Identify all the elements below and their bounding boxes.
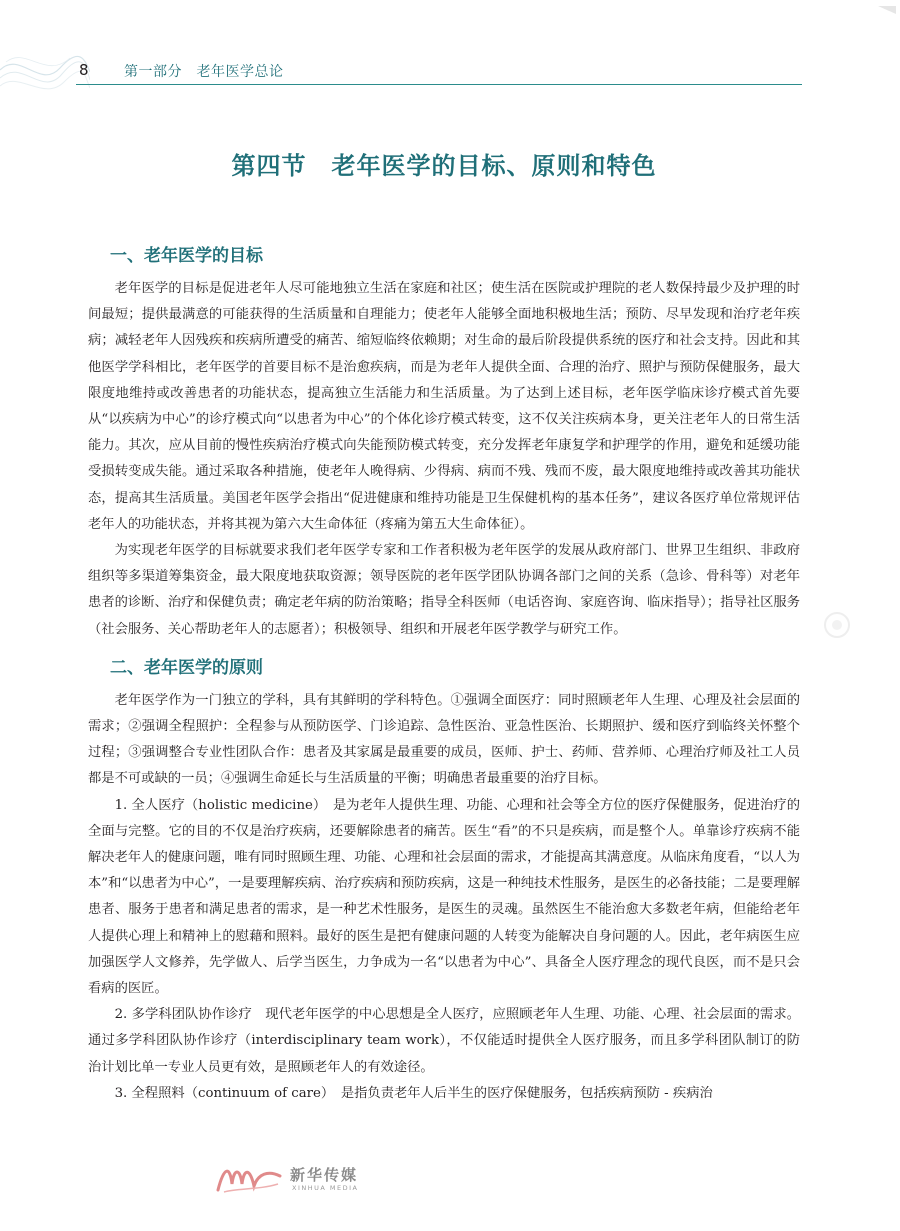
- paragraph: 老年医学的目标是促进老年人尽可能地独立生活在家庭和社区；使生活在医院或护理院的老人数保持最少及护理的时间最短；提供最满意的可能获得的生活质量和自理能力；使老年人能够全面地积极地生活；预防、尽早发现和治疗老年疾病；减轻老年人因残疾和疾病所遭受的痛苦、缩短临终依赖期；对生命的最后阶段提供系统的医疗和社会支持。因此和其他医学学科相比，老年医学的首要目标不是治愈疾病，而是为老年人提供全面、合理的治疗、照护与预防保健服务，最大限度地维持或改善患者的功能状态，提高独立生活能力和生活质量。为了达到上述目标，老年医学临床诊疗模式首先要从“以疾病为中心”的诊疗模式向“以患者为中心”的个体化诊疗模式转变，这不仅关注疾病本身，更关注老年人的日常生活能力。其次，应从目前的慢性疾病治疗模式向失能预防模式转变，充分发挥老年康复学和护理学的作用，避免和延缓功能受损转变成失能。通过采取各种措施，使老年人晚得病、少得病、病而不残、残而不废，最大限度地维持或改善其功能状态，提高其生活质量。美国老年医学会指出“促进健康和维持功能是卫生保健机构的基本任务”，建议各医疗单位常规评估老年人的功能状态，并将其视为第六大生命体征（疼痛为第五大生命体征）。: [88, 281, 800, 532]
- running-header: [76, 58, 802, 85]
- xinhua-logo-mark-icon: [214, 1160, 284, 1196]
- part-title: 第一部分 老年医学总论: [124, 64, 284, 80]
- paragraph: 1. 全人医疗（holistic medicine） 是为老年人提供生理、功能、心理和社会等全方位的医疗保健服务，促进治疗的全面与完整。它的目的不仅是治疗疾病，还要解除患者的痛苦。医生“看”的不只是疾病，而是整个人。单靠诊疗疾病不能解决老年人的健康问题，唯有同时照顾生理、功能、心理和社会层面的需求，才能提高其满意度。从临床角度看，“以人为本”和“以患者为中心”，一是要理解疾病、治疗疾病和预防疾病，这是一种纯技术性服务，是医生的必备技能；二是要理解患者、服务于患者和满足患者的需求，是一种艺术性服务，是医生的灵魂。虽然医生不能治愈大多数老年病，但能给老年人提供心理上和精神上的慰藉和照料。最好的医生是把有健康问题的人转变为能解决自身问题的人。因此，老年病医生应加强医学人文修养，先学做人、后学当医生，力争成为一名“以患者为中心”、具备全人医疗理念的现代良医，而不是只会看病的医匠。: [88, 797, 800, 997]
- paragraph: 3. 全程照料（continuum of care） 是指负责老年人后半生的医疗保健服务，包括疾病预防 - 疾病治: [114, 1085, 713, 1101]
- logo-text: 新华传媒: [290, 1166, 359, 1184]
- page-number: 8: [79, 61, 89, 79]
- paragraph: 为实现老年医学的目标就要求我们老年医学专家和工作者积极为老年医学的发展从政府部门、世界卫生组织、非政府组织等多渠道筹集资金，最大限度地获取资源；领导医院的老年医学团队协调各部门之间的关系（急诊、骨科等）对老年患者的诊断、治疗和保健负责；确定老年病的防治策略；指导全科医师（电话咨询、家庭咨询、临床指导）；指导社区服务（社会服务、关心帮助老年人的志愿者）；积极领导、组织和开展老年医学教学与研究工作。: [88, 543, 800, 637]
- paragraph: 老年医学作为一门独立的学科，具有其鲜明的学科特色。①强调全面医疗：同时照顾老年人生理、心理及社会层面的需求；②强调全程照护：全程参与从预防医学、门诊追踪、急性医治、亚急性医治、长期照护、缓和医疗到临终关怀整个过程；③强调整合专业性团队合作：患者及其家属是最重要的成员，医师、护士、药师、营养师、心理治疗师及社工人员都是不可或缺的一员；④强调生命延长与生活质量的平衡；明确患者最重要的治疗目标。: [88, 692, 800, 787]
- corner-fold-icon: [876, 4, 898, 16]
- logo-subtext: XINHUA MEDIA: [292, 1184, 359, 1192]
- section-title: 第四节 老年医学的目标、原则和特色: [231, 151, 657, 180]
- side-watermark-icon: [822, 610, 852, 640]
- paragraph: 2. 多学科团队协作诊疗 现代老年医学的中心思想是全人医疗，应照顾老年人生理、功能、心理、社会层面的需求。通过多学科团队协作诊疗（interdisciplinary team work），不仅能适时提供全人医疗服务，而且多学科团队制订的防治计划比单一专业人员更有效，是照顾老年人的有效途径。: [88, 1007, 800, 1075]
- subhead-goals: 一、老年医学的目标: [110, 246, 263, 266]
- subhead-principles: 二、老年医学的原则: [110, 657, 263, 678]
- page-content: [88, 140, 800, 1107]
- publisher-logo: [214, 1160, 414, 1200]
